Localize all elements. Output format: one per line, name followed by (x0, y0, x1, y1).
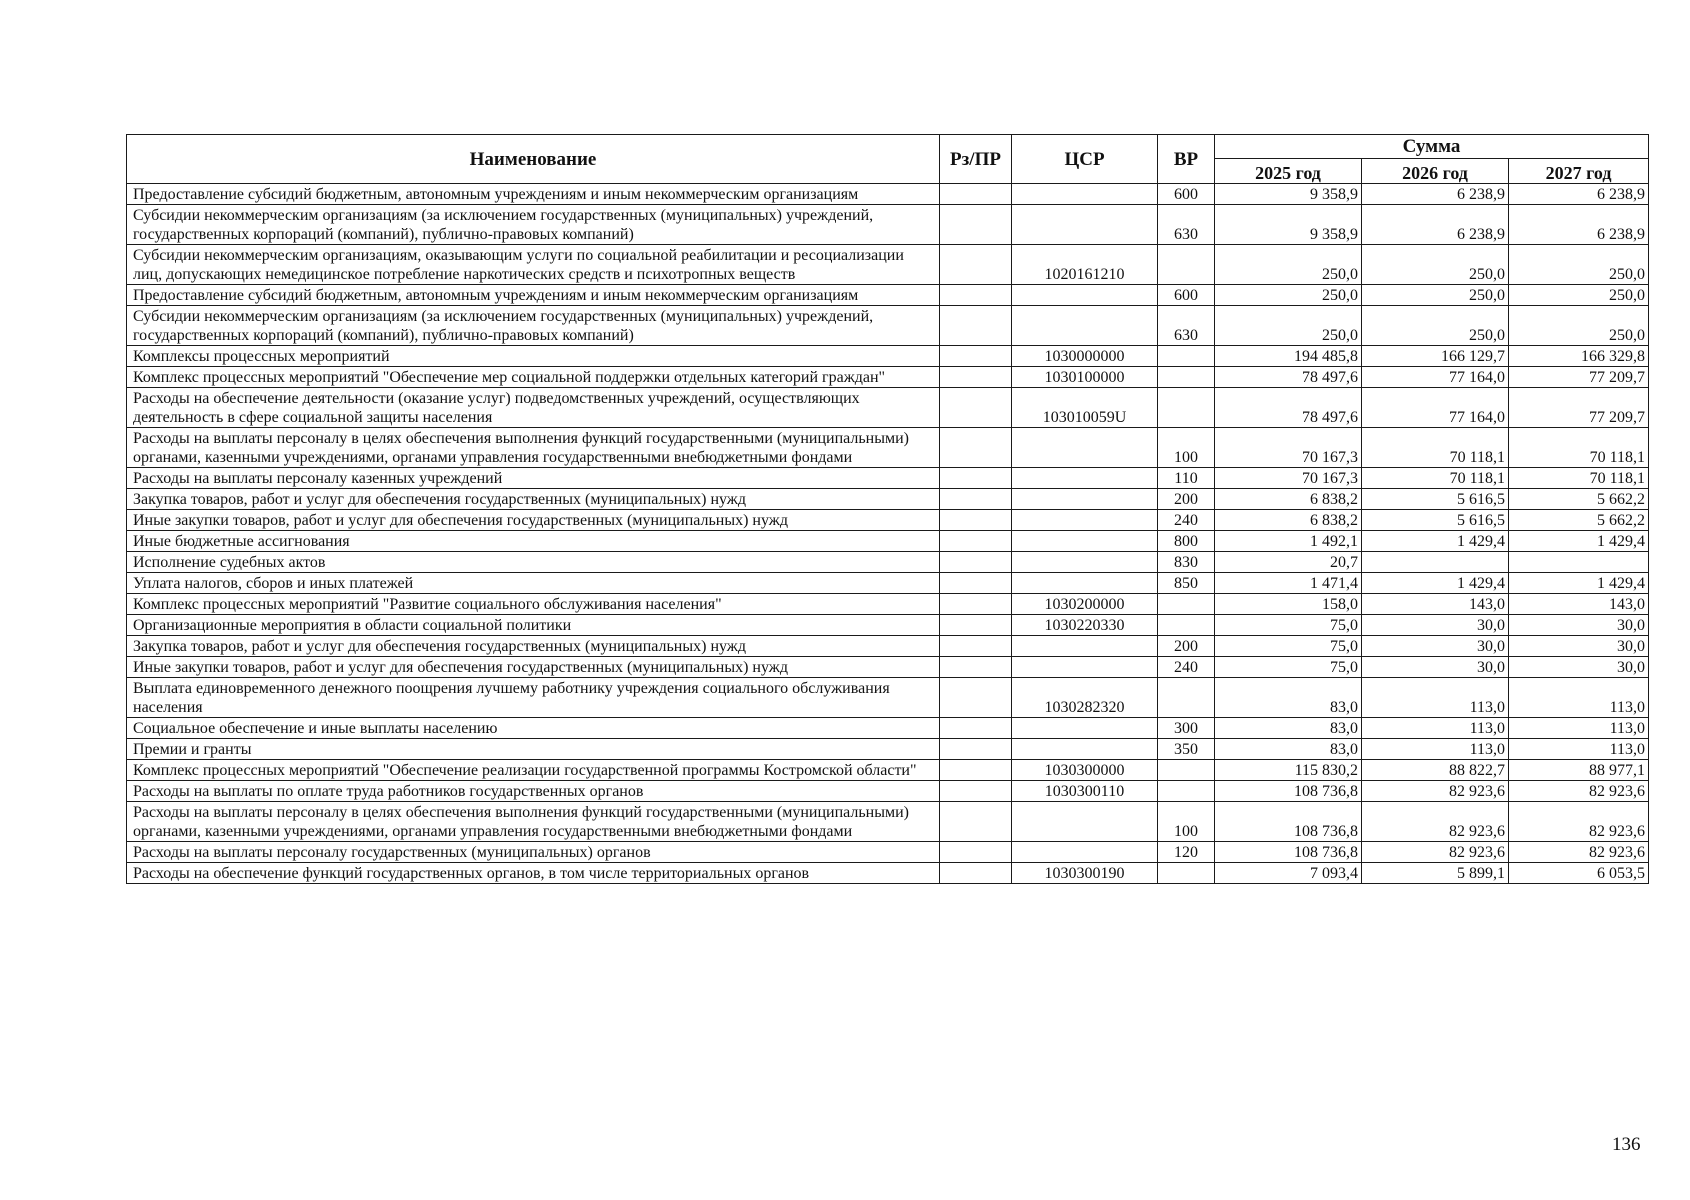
cell-2026: 250,0 (1362, 285, 1509, 306)
cell-vr: 630 (1158, 306, 1215, 346)
header-sum: Сумма (1215, 135, 1649, 159)
cell-2027: 6 053,5 (1509, 863, 1649, 884)
cell-csr: 1030282320 (1012, 678, 1158, 718)
table-row (127, 739, 1649, 760)
table-row (127, 428, 1649, 468)
cell-2027: 113,0 (1509, 718, 1649, 739)
cell-name: Социальное обеспечение и иные выплаты населению (127, 718, 940, 739)
cell-csr: 1030200000 (1012, 594, 1158, 615)
table-row (127, 594, 1649, 615)
cell-rzpr (940, 285, 1012, 306)
cell-vr: 240 (1158, 657, 1215, 678)
cell-csr (1012, 306, 1158, 346)
cell-csr (1012, 739, 1158, 760)
cell-2025: 6 838,2 (1215, 489, 1362, 510)
cell-csr (1012, 205, 1158, 245)
cell-name: Закупка товаров, работ и услуг для обеспечения государственных (муниципальных) нужд (127, 489, 940, 510)
cell-name: Выплата единовременного денежного поощрения лучшему работнику учреждения социального обслуживания населения (127, 678, 940, 718)
cell-2025: 9 358,9 (1215, 205, 1362, 245)
cell-name: Расходы на выплаты по оплате труда работников государственных органов (127, 781, 940, 802)
cell-vr (1158, 346, 1215, 367)
cell-rzpr (940, 718, 1012, 739)
cell-2027: 70 118,1 (1509, 468, 1649, 489)
table-row (127, 678, 1649, 718)
cell-2026: 143,0 (1362, 594, 1509, 615)
cell-rzpr (940, 468, 1012, 489)
cell-name: Расходы на выплаты персоналу в целях обеспечения выполнения функций государственными (муниципальными) органами, казенными учреждениями, органами управления государственными внебюджетными фондами (127, 802, 940, 842)
cell-2027 (1509, 552, 1649, 573)
cell-2026: 82 923,6 (1362, 842, 1509, 863)
cell-vr: 830 (1158, 552, 1215, 573)
cell-vr: 850 (1158, 573, 1215, 594)
cell-2027: 143,0 (1509, 594, 1649, 615)
cell-csr (1012, 531, 1158, 552)
cell-csr: 1030220330 (1012, 615, 1158, 636)
cell-vr: 800 (1158, 531, 1215, 552)
cell-2027: 166 329,8 (1509, 346, 1649, 367)
cell-2026: 82 923,6 (1362, 781, 1509, 802)
cell-2025: 20,7 (1215, 552, 1362, 573)
cell-rzpr (940, 678, 1012, 718)
cell-rzpr (940, 781, 1012, 802)
cell-name: Предоставление субсидий бюджетным, автономным учреждениям и иным некоммерческим организациям (127, 184, 940, 205)
cell-name: Расходы на выплаты персоналу казенных учреждений (127, 468, 940, 489)
cell-rzpr (940, 184, 1012, 205)
cell-2026: 30,0 (1362, 636, 1509, 657)
cell-vr: 300 (1158, 718, 1215, 739)
cell-csr: 1030300190 (1012, 863, 1158, 884)
cell-vr: 200 (1158, 489, 1215, 510)
cell-csr (1012, 468, 1158, 489)
table-row (127, 510, 1649, 531)
cell-vr (1158, 594, 1215, 615)
cell-csr: 1030100000 (1012, 367, 1158, 388)
table-row (127, 531, 1649, 552)
cell-2026 (1362, 552, 1509, 573)
cell-name: Субсидии некоммерческим организациям, оказывающим услуги по социальной реабилитации и ресоциализации лиц, допускающих немедицинское потребление наркотических средств и психотропных веществ (127, 245, 940, 285)
cell-2027: 113,0 (1509, 678, 1649, 718)
cell-vr: 240 (1158, 510, 1215, 531)
table-row (127, 781, 1649, 802)
cell-2025: 9 358,9 (1215, 184, 1362, 205)
cell-2025: 70 167,3 (1215, 468, 1362, 489)
cell-csr (1012, 510, 1158, 531)
cell-2027: 6 238,9 (1509, 205, 1649, 245)
cell-name: Комплекс процессных мероприятий "Развитие социального обслуживания населения" (127, 594, 940, 615)
cell-rzpr (940, 552, 1012, 573)
cell-vr: 120 (1158, 842, 1215, 863)
cell-name: Уплата налогов, сборов и иных платежей (127, 573, 940, 594)
cell-csr (1012, 842, 1158, 863)
cell-csr (1012, 573, 1158, 594)
cell-csr: 1020161210 (1012, 245, 1158, 285)
cell-rzpr (940, 489, 1012, 510)
cell-vr: 600 (1158, 285, 1215, 306)
cell-2026: 113,0 (1362, 739, 1509, 760)
cell-2025: 83,0 (1215, 718, 1362, 739)
cell-2027: 82 923,6 (1509, 842, 1649, 863)
table-row (127, 802, 1649, 842)
cell-vr: 200 (1158, 636, 1215, 657)
header-csr: ЦСР (1012, 135, 1158, 184)
cell-name: Исполнение судебных актов (127, 552, 940, 573)
cell-csr (1012, 802, 1158, 842)
cell-rzpr (940, 245, 1012, 285)
cell-2027: 250,0 (1509, 285, 1649, 306)
cell-vr (1158, 781, 1215, 802)
table-row (127, 184, 1649, 205)
header-year-2026: 2026 год (1362, 159, 1509, 184)
cell-csr (1012, 428, 1158, 468)
cell-csr: 1030000000 (1012, 346, 1158, 367)
cell-name: Закупка товаров, работ и услуг для обеспечения государственных (муниципальных) нужд (127, 636, 940, 657)
table-row (127, 615, 1649, 636)
cell-rzpr (940, 531, 1012, 552)
cell-2027: 1 429,4 (1509, 573, 1649, 594)
header-rzpr: Рз/ПР (940, 135, 1012, 184)
cell-2026: 166 129,7 (1362, 346, 1509, 367)
cell-2027: 5 662,2 (1509, 489, 1649, 510)
cell-2027: 250,0 (1509, 306, 1649, 346)
cell-rzpr (940, 657, 1012, 678)
cell-vr (1158, 245, 1215, 285)
table-row (127, 636, 1649, 657)
cell-name: Иные закупки товаров, работ и услуг для обеспечения государственных (муниципальных) нужд (127, 510, 940, 531)
cell-rzpr (940, 428, 1012, 468)
table-row (127, 573, 1649, 594)
cell-2027: 5 662,2 (1509, 510, 1649, 531)
cell-csr (1012, 718, 1158, 739)
cell-rzpr (940, 573, 1012, 594)
cell-2027: 88 977,1 (1509, 760, 1649, 781)
cell-csr: 103010059U (1012, 388, 1158, 428)
cell-csr (1012, 552, 1158, 573)
cell-2026: 250,0 (1362, 245, 1509, 285)
cell-2026: 1 429,4 (1362, 573, 1509, 594)
table-row (127, 842, 1649, 863)
cell-vr: 100 (1158, 802, 1215, 842)
cell-name: Комплекс процессных мероприятий "Обеспечение реализации государственной программы Костромской области" (127, 760, 940, 781)
cell-2025: 250,0 (1215, 285, 1362, 306)
cell-rzpr (940, 636, 1012, 657)
cell-2025: 1 492,1 (1215, 531, 1362, 552)
cell-2026: 5 616,5 (1362, 510, 1509, 531)
cell-2026: 6 238,9 (1362, 184, 1509, 205)
cell-2025: 7 093,4 (1215, 863, 1362, 884)
cell-name: Субсидии некоммерческим организациям (за исключением государственных (муниципальных) учреждений, государственных корпораций (компаний), публично-правовых компаний) (127, 306, 940, 346)
cell-vr (1158, 678, 1215, 718)
cell-name: Расходы на выплаты персоналу в целях обеспечения выполнения функций государственными (муниципальными) органами, казенными учреждениями, органами управления государственными внебюджетными фондами (127, 428, 940, 468)
cell-vr (1158, 863, 1215, 884)
cell-2025: 108 736,8 (1215, 802, 1362, 842)
table-row (127, 388, 1649, 428)
cell-2026: 6 238,9 (1362, 205, 1509, 245)
cell-2027: 250,0 (1509, 245, 1649, 285)
cell-rzpr (940, 306, 1012, 346)
cell-name: Организационные мероприятия в области социальной политики (127, 615, 940, 636)
cell-rzpr (940, 739, 1012, 760)
cell-name: Предоставление субсидий бюджетным, автономным учреждениям и иным некоммерческим организациям (127, 285, 940, 306)
table-row (127, 760, 1649, 781)
cell-2025: 115 830,2 (1215, 760, 1362, 781)
cell-2025: 75,0 (1215, 615, 1362, 636)
table-row (127, 718, 1649, 739)
cell-rzpr (940, 346, 1012, 367)
cell-2027: 82 923,6 (1509, 802, 1649, 842)
cell-2027: 30,0 (1509, 636, 1649, 657)
cell-rzpr (940, 760, 1012, 781)
cell-vr: 350 (1158, 739, 1215, 760)
cell-rzpr (940, 863, 1012, 884)
cell-name: Расходы на выплаты персоналу государственных (муниципальных) органов (127, 842, 940, 863)
cell-2026: 82 923,6 (1362, 802, 1509, 842)
cell-rzpr (940, 802, 1012, 842)
table-row (127, 552, 1649, 573)
cell-2027: 77 209,7 (1509, 367, 1649, 388)
budget-table (126, 134, 1649, 884)
cell-vr (1158, 367, 1215, 388)
cell-name: Иные бюджетные ассигнования (127, 531, 940, 552)
cell-csr (1012, 636, 1158, 657)
header-year-2027: 2027 год (1509, 159, 1649, 184)
cell-2025: 6 838,2 (1215, 510, 1362, 531)
table-row (127, 205, 1649, 245)
cell-2026: 5 616,5 (1362, 489, 1509, 510)
cell-2027: 82 923,6 (1509, 781, 1649, 802)
cell-2026: 77 164,0 (1362, 388, 1509, 428)
cell-rzpr (940, 367, 1012, 388)
cell-2026: 70 118,1 (1362, 428, 1509, 468)
table-row (127, 306, 1649, 346)
table-body (127, 184, 1649, 884)
cell-rzpr (940, 510, 1012, 531)
cell-2027: 113,0 (1509, 739, 1649, 760)
table-row (127, 367, 1649, 388)
cell-2026: 250,0 (1362, 306, 1509, 346)
cell-2025: 75,0 (1215, 636, 1362, 657)
cell-rzpr (940, 388, 1012, 428)
cell-csr: 1030300110 (1012, 781, 1158, 802)
cell-2025: 78 497,6 (1215, 367, 1362, 388)
cell-csr (1012, 657, 1158, 678)
cell-name: Субсидии некоммерческим организациям (за исключением государственных (муниципальных) учреждений, государственных корпораций (компаний), публично-правовых компаний) (127, 205, 940, 245)
cell-2025: 78 497,6 (1215, 388, 1362, 428)
cell-2025: 250,0 (1215, 306, 1362, 346)
table-row (127, 245, 1649, 285)
cell-rzpr (940, 615, 1012, 636)
cell-vr (1158, 760, 1215, 781)
cell-vr (1158, 388, 1215, 428)
table-header (127, 135, 1649, 184)
cell-2026: 1 429,4 (1362, 531, 1509, 552)
cell-2027: 77 209,7 (1509, 388, 1649, 428)
cell-name: Комплексы процессных мероприятий (127, 346, 940, 367)
cell-rzpr (940, 594, 1012, 615)
cell-2025: 194 485,8 (1215, 346, 1362, 367)
header-name: Наименование (127, 135, 940, 184)
cell-2026: 5 899,1 (1362, 863, 1509, 884)
cell-vr: 600 (1158, 184, 1215, 205)
cell-2026: 70 118,1 (1362, 468, 1509, 489)
cell-2025: 70 167,3 (1215, 428, 1362, 468)
cell-2025: 1 471,4 (1215, 573, 1362, 594)
table-row (127, 346, 1649, 367)
header-vr: ВР (1158, 135, 1215, 184)
cell-name: Иные закупки товаров, работ и услуг для обеспечения государственных (муниципальных) нужд (127, 657, 940, 678)
cell-2025: 83,0 (1215, 739, 1362, 760)
cell-2025: 158,0 (1215, 594, 1362, 615)
table-row (127, 468, 1649, 489)
cell-2026: 113,0 (1362, 718, 1509, 739)
cell-2027: 1 429,4 (1509, 531, 1649, 552)
cell-csr (1012, 285, 1158, 306)
cell-2027: 70 118,1 (1509, 428, 1649, 468)
cell-2026: 113,0 (1362, 678, 1509, 718)
cell-csr: 1030300000 (1012, 760, 1158, 781)
cell-name: Комплекс процессных мероприятий "Обеспечение мер социальной поддержки отдельных категорий граждан" (127, 367, 940, 388)
table-row (127, 863, 1649, 884)
cell-2026: 88 822,7 (1362, 760, 1509, 781)
cell-2026: 30,0 (1362, 615, 1509, 636)
cell-2027: 6 238,9 (1509, 184, 1649, 205)
cell-vr: 110 (1158, 468, 1215, 489)
cell-name: Расходы на обеспечение функций государственных органов, в том числе территориальных органов (127, 863, 940, 884)
cell-2026: 30,0 (1362, 657, 1509, 678)
table-row (127, 657, 1649, 678)
cell-2025: 83,0 (1215, 678, 1362, 718)
page-number: 136 (1612, 1134, 1641, 1155)
table-row (127, 285, 1649, 306)
cell-vr: 630 (1158, 205, 1215, 245)
cell-2027: 30,0 (1509, 657, 1649, 678)
header-year-2025: 2025 год (1215, 159, 1362, 184)
cell-2025: 108 736,8 (1215, 781, 1362, 802)
cell-name: Расходы на обеспечение деятельности (оказание услуг) подведомственных учреждений, осуществляющих деятельность в сфере социальной защиты населения (127, 388, 940, 428)
cell-csr (1012, 184, 1158, 205)
cell-name: Премии и гранты (127, 739, 940, 760)
cell-2025: 250,0 (1215, 245, 1362, 285)
cell-2025: 75,0 (1215, 657, 1362, 678)
cell-rzpr (940, 205, 1012, 245)
cell-rzpr (940, 842, 1012, 863)
cell-vr: 100 (1158, 428, 1215, 468)
cell-2025: 108 736,8 (1215, 842, 1362, 863)
cell-vr (1158, 615, 1215, 636)
table-row (127, 489, 1649, 510)
cell-csr (1012, 489, 1158, 510)
cell-2026: 77 164,0 (1362, 367, 1509, 388)
cell-2027: 30,0 (1509, 615, 1649, 636)
